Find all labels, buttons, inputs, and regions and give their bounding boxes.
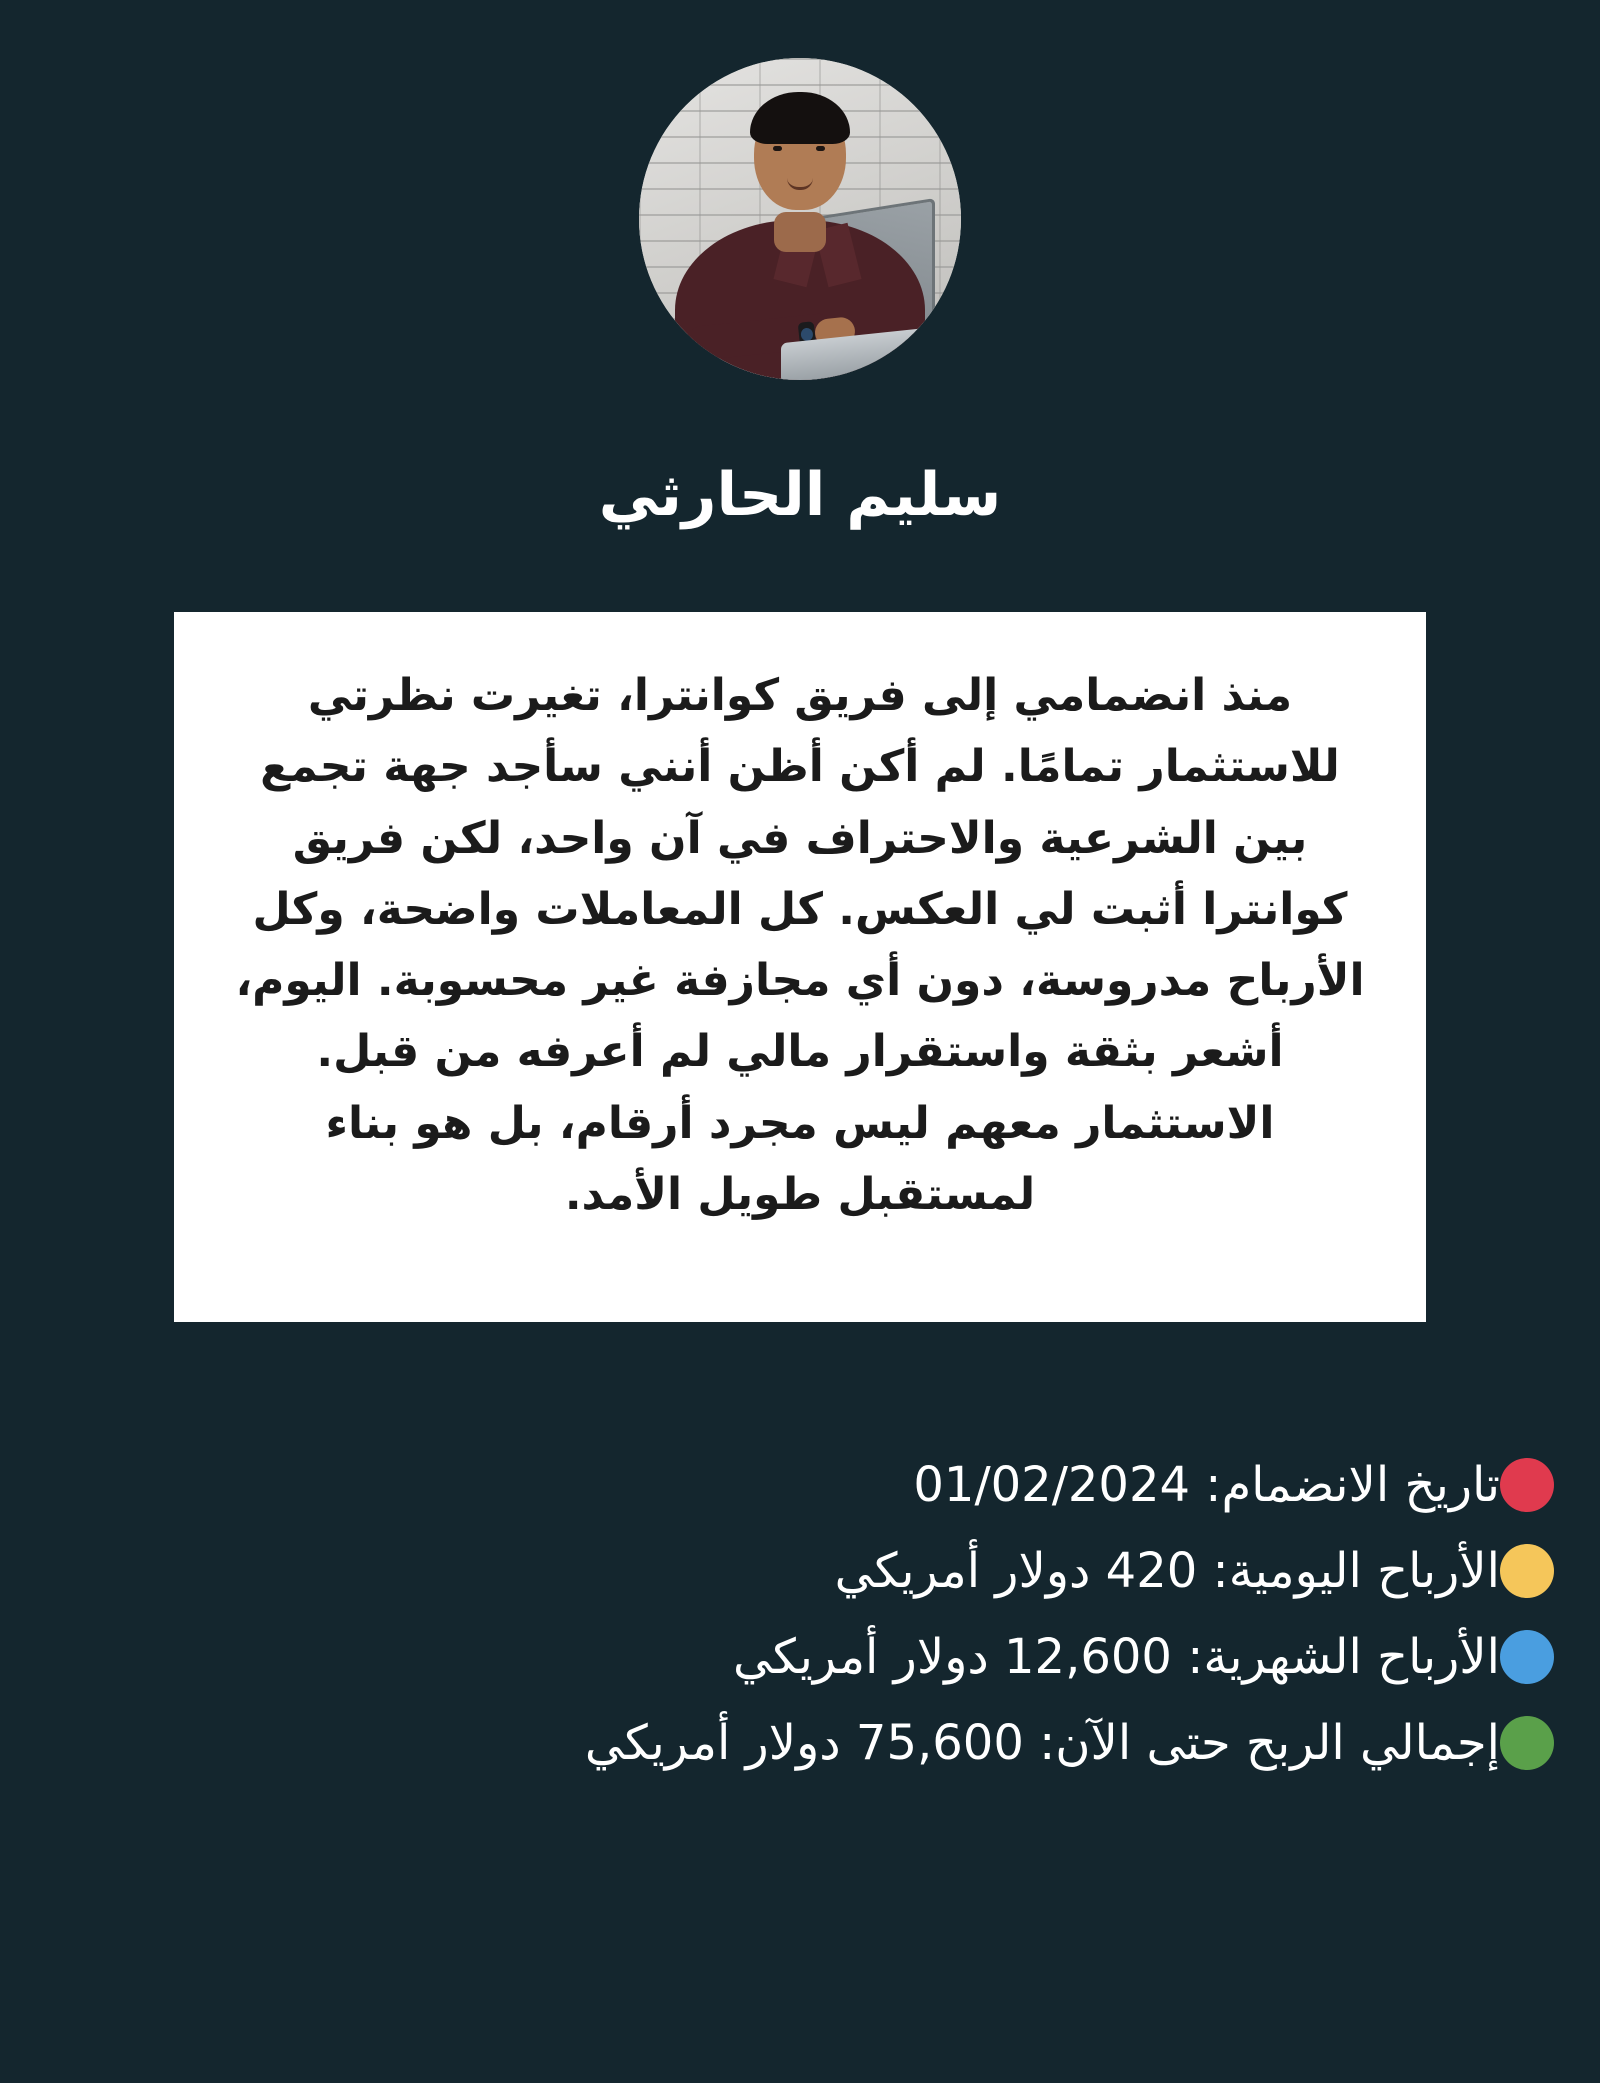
green-dot-icon <box>1500 1716 1554 1770</box>
red-dot-icon <box>1500 1458 1554 1512</box>
stat-label: تاريخ الانضمام: 01/02/2024 <box>913 1457 1500 1513</box>
stat-label: إجمالي الربح حتى الآن: 75,600 دولار أمريكي <box>584 1715 1500 1771</box>
avatar <box>639 58 961 380</box>
stats-list <box>0 1455 1600 1799</box>
blue-dot-icon <box>1500 1630 1554 1684</box>
stat-label: الأرباح اليومية: 420 دولار أمريكي <box>834 1543 1500 1599</box>
page-title: سليم الحارثي <box>598 460 1002 530</box>
list-item <box>0 1455 1560 1515</box>
list-item <box>0 1713 1560 1773</box>
yellow-dot-icon <box>1500 1544 1554 1598</box>
list-item <box>0 1627 1560 1687</box>
avatar-image <box>639 58 961 380</box>
testimonial-card <box>174 612 1426 1322</box>
stat-label: الأرباح الشهرية: 12,600 دولار أمريكي <box>732 1629 1500 1685</box>
testimonial-text: منذ انضمامي إلى فريق كوانترا، تغيرت نظرتي للاستثمار تمامًا. لم أكن أظن أنني سأجد جهة تجمع بين الشرعية والاحتراف في آن واحد، لكن فريق كوانترا أثبت لي العكس. كل المعاملات واضحة، وكل الأرباح مدروسة، دون أي مجازفة غير محسوبة. اليوم، أشعر بثقة واستقرار مالي لم أعرفه من قبل. الاستثمار معهم ليس مجرد أرقام، بل هو بناء لمستقبل طويل الأمد. <box>235 670 1365 1220</box>
neck-shape <box>774 212 826 252</box>
list-item <box>0 1541 1560 1601</box>
eye-right-shape <box>816 146 825 151</box>
eye-left-shape <box>773 146 782 151</box>
